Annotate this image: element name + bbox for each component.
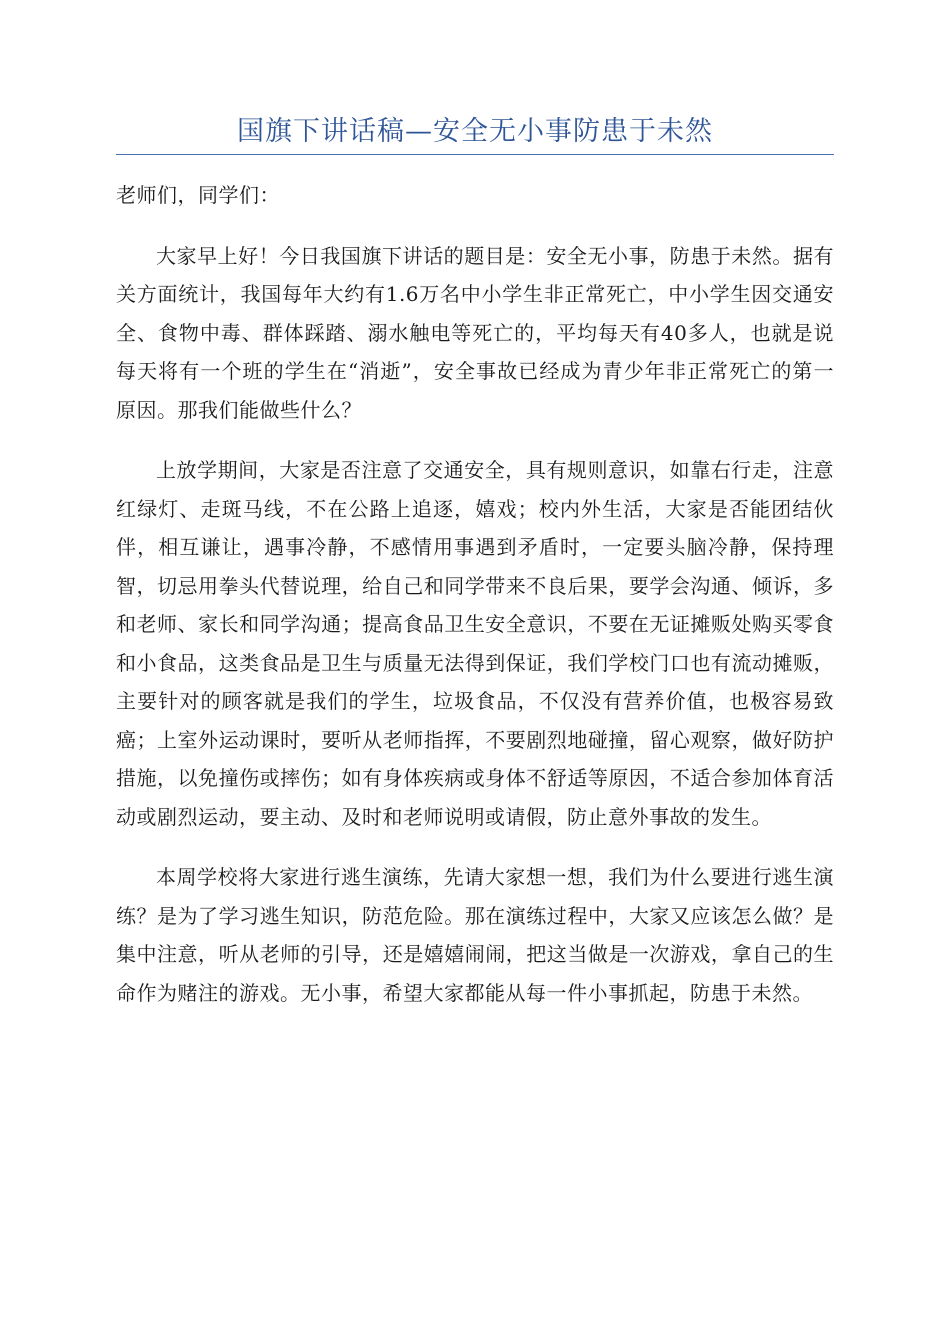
paragraph-drill: 本周学校将大家进行逃生演练，先请大家想一想，我们为什么要进行逃生演练？是为了学习逃生知识，防范危险。那在演练过程中，大家又应该怎么做？是集中注意，听从老师的引导，还是嬉嬉闹闹，把这当做是一次游戏，拿自己的生命作为赌注的游戏。无小事，希望大家都能从每一件小事抓起，防患于未然。 (116, 865, 834, 1005)
document-body (116, 176, 834, 1034)
title-underline (116, 154, 834, 155)
greeting-line: 老师们，同学们： (116, 183, 280, 207)
document-title: 国旗下讲话稿—安全无小事防患于未然 (237, 116, 713, 147)
paragraph-safety-tips: 上放学期间，大家是否注意了交通安全，具有规则意识，如靠右行走，注意红绿灯、走斑马线，不在公路上追逐，嬉戏；校内外生活，大家是否能团结伙伴，相互谦让，遇事冷静，不感情用事遇到矛盾时，一定要头脑冷静，保持理智，切忌用拳头代替说理，给自己和同学带来不良后果，要学会沟通、倾诉，多和老师、家长和同学沟通；提高食品卫生安全意识，不要在无证摊贩处购买零食和小食品，这类食品是卫生与质量无法得到保证，我们学校门口也有流动摊贩，主要针对的顾客就是我们的学生，垃圾食品，不仅没有营养价值，也极容易致癌；上室外运动课时，要听从老师指挥，不要剧烈地碰撞，留心观察，做好防护措施，以免撞伤或摔伤；如有身体疾病或身体不舒适等原因，不适合参加体育活动或剧烈运动，要主动、及时和老师说明或请假，防止意外事故的发生。 (116, 458, 834, 829)
paragraph-intro: 大家早上好！今日我国旗下讲话的题目是：安全无小事，防患于未然。据有关方面统计，我国每年大约有1.6万名中小学生非正常死亡，中小学生因交通安全、食物中毒、群体踩踏、溺水触电等死亡的，平均每天有40多人，也就是说每天将有一个班的学生在“消逝”，安全事故已经成为青少年非正常死亡的第一原因。那我们能做些什么？ (116, 243, 834, 422)
